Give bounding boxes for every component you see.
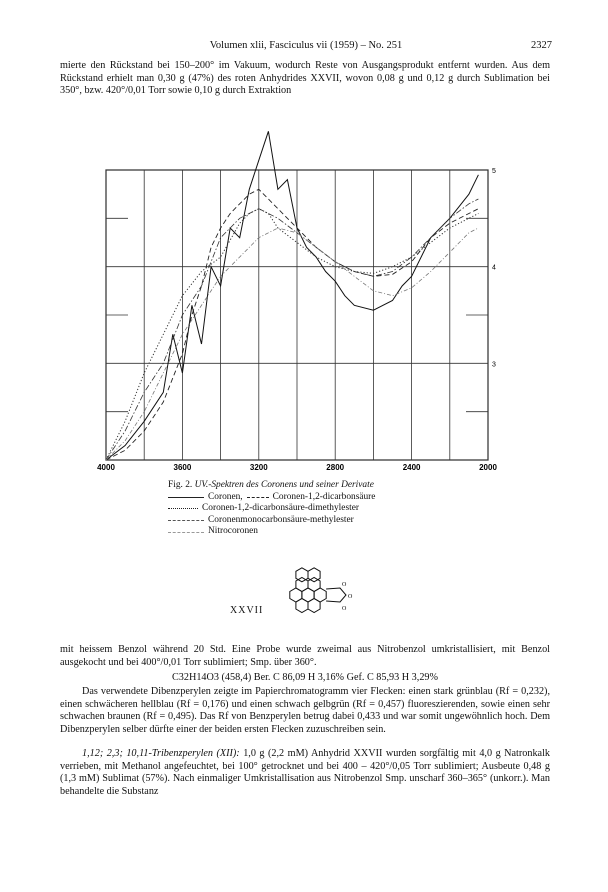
paragraph-4-body: 1,0 g (2,2 mM) Anhydrid XXVII wurden sorgfältig mit 4,0 g Natronkalk verrieben, mit Methanol angefeuchtet, bei 100° getrocknet und bei 400 – 420°/0,05 Torr sublimiert; Ausbeute 0,48 g (1,3 mM) Sublimat (57%). Nach einmaliger Umkristallisation aus Nitrobenzol Smp. unscharf 360–365° (unkorr.). Man behandelte die Substanz [60,748,550,797]
legend-label-dimethylester: Coronen-1,2-dicarbonsäure-dimethylester [202,503,359,514]
legend-row-4 [168,526,468,538]
compound-title: 1,12; 2,3; 10,11-Tribenzperylen (XII): [82,748,240,759]
ring [308,599,320,613]
legend-line-dashed [247,497,269,498]
series-line-4 [106,199,478,460]
paragraph-4 [60,748,550,798]
x-tick-label: 2000 [479,463,497,472]
y-tick-label: 4 [492,264,496,272]
legend-row-3 [168,515,468,527]
page-number: 2327 [531,40,552,51]
legend-row-2 [168,503,468,515]
coronene-anhydride-structure [268,560,358,630]
x-tick-label: 3600 [173,463,192,472]
oxygen-label-3: O [342,606,347,612]
figure-label: Fig. 2. [168,480,193,490]
legend-line-solid [168,497,204,498]
chart-grid [106,170,488,460]
series-line-2 [106,189,478,460]
series-line-3 [106,209,478,460]
x-tick-label: 2400 [402,463,421,472]
oxygen-label-2: O [348,594,353,600]
paragraph-2: mit heissem Benzol während 20 Std. Eine Probe wurde zweimal aus Nitrobenzol umkristallisiert, mit Benzol ausgekocht und bei 400°/0,01 Torr sublimiert; Smp. über 360°. [60,644,550,668]
y-tick-label: 3 [492,361,496,369]
oxygen-label-1: O [342,582,347,588]
journal-citation: Volumen xlii, Fasciculus vii (1959) – No. 251 [209,40,403,51]
legend-line-dashdot [168,520,204,521]
legend-line-dotted [168,508,198,509]
x-tick-label: 2800 [326,463,345,472]
ring [296,568,308,582]
paragraph-top: mierte den Rückstand bei 150–200° im Vakuum, wodurch Reste von Ausgangsprodukt entfernt wurden. Aus dem Rückstand erhielt man 0,30 g (47%) des roten Anhydrides XXVII, wovon 0,08 g und 0,12 g durch Sublimation bei 350°, bzw. 420°/0,01 Torr sowie 0,10 g durch Extraktion [60,60,550,97]
y-tick-label: 5 [492,168,496,175]
figure-title: UV.-Spektren des Coronens und seiner Derivate [194,480,374,490]
legend-label-coronen: Coronen, [208,491,243,502]
ring [308,568,320,582]
paragraph-3: Das verwendete Dibenzperylen zeigte im Papierchromatogramm vier Flecken: einen stark grünblau (Rf = 0,232), einen schwächeren hellblau (Rf = 0,176) und einen schwach gelbgrün (Rf = 0,457) fluoreszierenden, sowie einen sehr schwachen braunen (Rf = 0,495). Das Rf von Benzperylen betrug dabei 0,433 und war somit ungewöhnlich hoch. Dem Dibenzperylen selber dürfte einer der beiden ersten Flecken zuzuschreiben sein. [60,686,550,735]
legend-label-nitrocoronen: Nitrocoronen [208,526,258,537]
chart-series-group [106,131,478,460]
legend-line-dashdot-light [168,532,204,533]
structure-label: XXVII [230,605,264,616]
figure-caption [168,480,468,538]
series-line-1 [106,131,478,460]
anhydride-ring [326,588,346,602]
legend-row-1 [168,492,468,504]
series-line-5 [106,228,478,460]
elemental-analysis: C32H14O3 (458,4) Ber. C 86,09 H 3,16% Gef. C 85,93 H 3,29% [172,672,438,683]
legend-label-methylester: Coronenmonocarbonsäure-methylester [208,514,354,525]
x-tick-label: 3200 [249,463,268,472]
legend-label-dicarbonsaeure: Coronen-1,2-dicarbonsäure [272,491,376,502]
x-tick-label: 4000 [97,463,115,472]
